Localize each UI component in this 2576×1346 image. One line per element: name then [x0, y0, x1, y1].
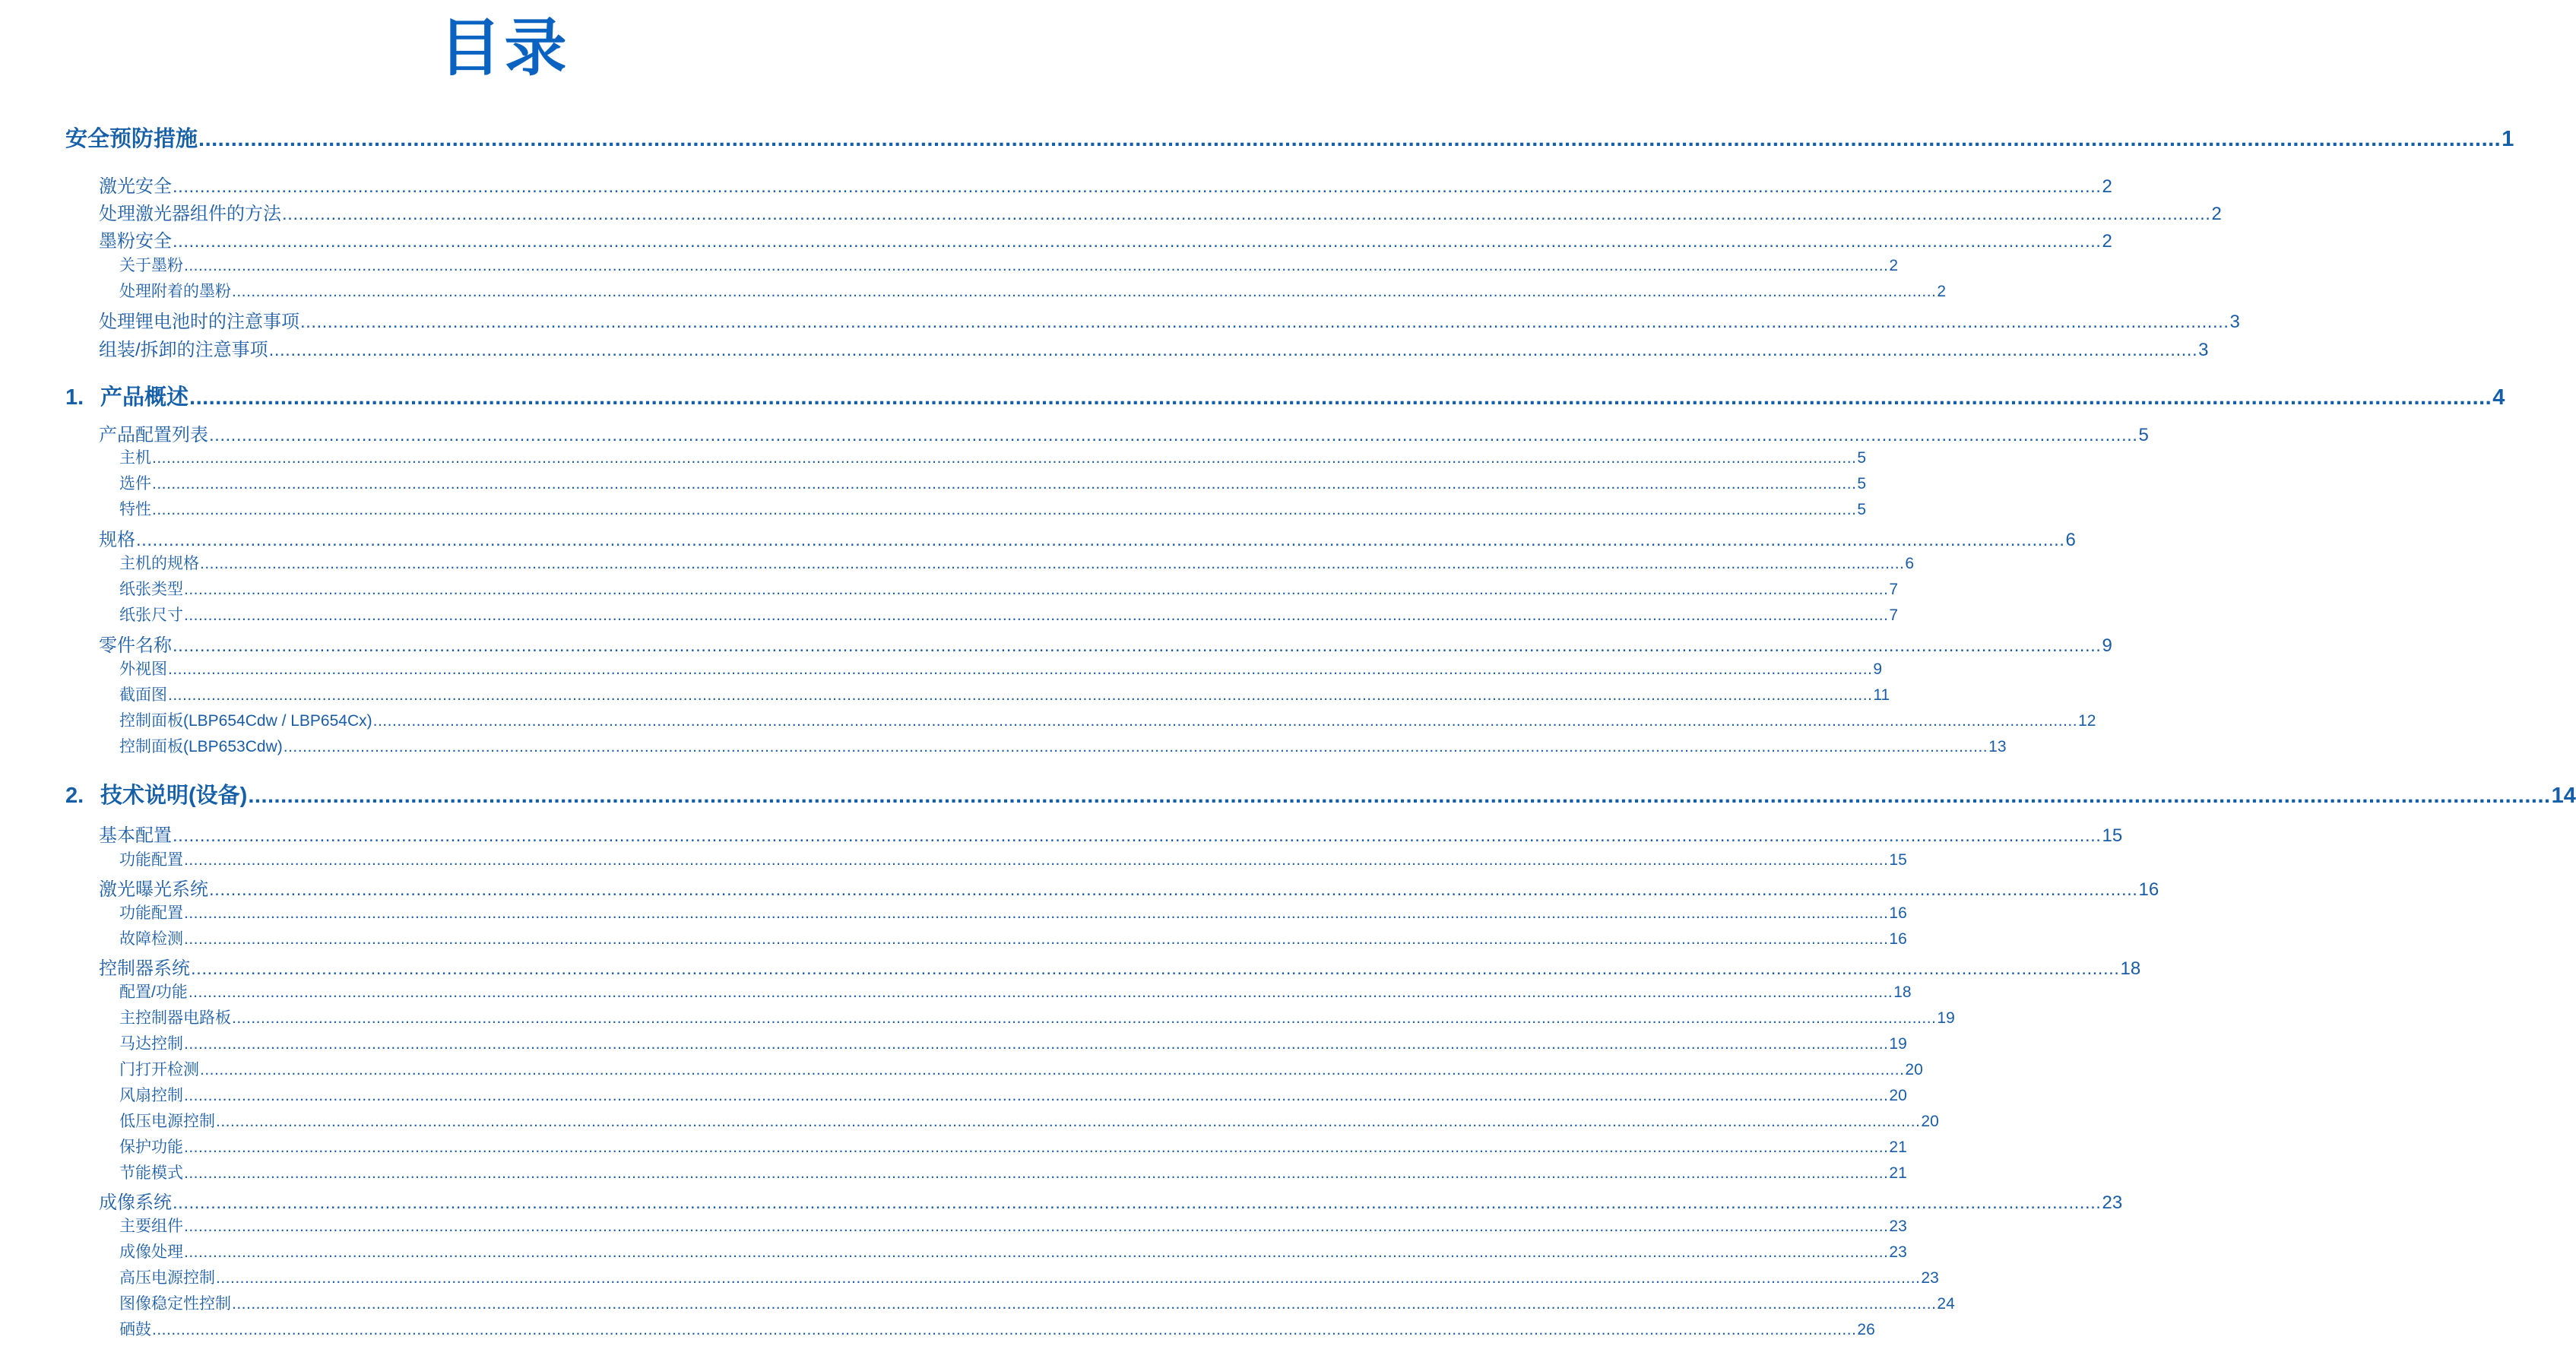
- toc-entry-title: [99, 198, 281, 225]
- toc-entry-text: 关于墨粉: [119, 257, 183, 274]
- toc-entry-title: [65, 380, 189, 411]
- page-number: 21: [1889, 1139, 1907, 1156]
- page-number: 18: [1893, 983, 1912, 1001]
- toc-entry-title: [119, 1006, 231, 1028]
- toc-entry-text: 处理附着的墨粉: [119, 283, 231, 300]
- dot-leader: ..................................................................................................................................................................................................................................................................................................................................................................: [198, 127, 2502, 151]
- toc-entry-title: [99, 524, 135, 551]
- page-number: 23: [1889, 1218, 1907, 1235]
- toc-entry-level-2[interactable]: [99, 874, 2159, 901]
- toc-entry-level-2[interactable]: [99, 171, 2112, 198]
- page-number: 18: [2120, 958, 2141, 979]
- toc-entry-text: 主控制器电路板: [119, 1009, 231, 1027]
- toc-entry-text: 产品概述: [100, 385, 189, 410]
- toc-entry-text: 节能模式: [119, 1164, 183, 1182]
- toc-entry-level-3[interactable]: [119, 603, 1899, 625]
- dot-leader: ..................................................................................................................................................................................................................................................................................................................................................................: [173, 825, 2102, 846]
- dot-leader: ..................................................................................................................................................................................................................................................................................................................................................................: [184, 1139, 1889, 1156]
- dot-leader: ..................................................................................................................................................................................................................................................................................................................................................................: [152, 475, 1857, 492]
- page-number: 6: [2065, 530, 2076, 550]
- page-number: 6: [1905, 555, 1915, 572]
- page-number: 19: [1889, 1035, 1907, 1053]
- dot-leader: ..................................................................................................................................................................................................................................................................................................................................................................: [184, 904, 1889, 922]
- page-number: 3: [2229, 312, 2240, 332]
- page-number: 4: [2492, 385, 2505, 410]
- toc-entry-title: [119, 1135, 183, 1158]
- dot-leader: ..................................................................................................................................................................................................................................................................................................................................................................: [200, 1061, 1905, 1078]
- dot-leader: ..................................................................................................................................................................................................................................................................................................................................................................: [184, 1218, 1889, 1235]
- page-number: 20: [1905, 1061, 1923, 1078]
- toc-entry-text: 处理锂电池时的注意事项: [99, 312, 299, 332]
- toc-entry-title: [119, 1109, 215, 1132]
- toc-entry-title: [119, 1291, 231, 1314]
- dot-leader: ..................................................................................................................................................................................................................................................................................................................................................................: [282, 204, 2211, 224]
- dot-leader: ..................................................................................................................................................................................................................................................................................................................................................................: [248, 784, 2551, 808]
- toc-entry-level-1[interactable]: [65, 380, 2505, 411]
- toc-entry-level-3[interactable]: [119, 901, 1907, 923]
- toc-entry-level-2[interactable]: [99, 953, 2141, 980]
- page-number: 7: [1889, 581, 1899, 598]
- toc-entry-level-2[interactable]: [99, 1187, 2123, 1214]
- toc-entry-level-3[interactable]: [119, 1109, 1939, 1132]
- toc-entry-level-3[interactable]: [119, 1161, 1907, 1183]
- page-number: 16: [2138, 879, 2159, 900]
- toc-entry-text: 选件: [119, 475, 151, 492]
- dot-leader: ..................................................................................................................................................................................................................................................................................................................................................................: [216, 1113, 1921, 1130]
- page-number: 3: [2198, 340, 2209, 360]
- dot-leader: ..................................................................................................................................................................................................................................................................................................................................................................: [216, 1269, 1921, 1287]
- toc-entry-text: 配置/功能: [119, 983, 188, 1001]
- toc-entry-title: [119, 734, 283, 757]
- toc-entry-level-3[interactable]: [119, 1317, 1875, 1340]
- toc-entry-text: 产品配置列表: [99, 425, 208, 445]
- toc-entry-text: 组装/拆卸的注意事项: [99, 340, 268, 360]
- dot-leader: ..................................................................................................................................................................................................................................................................................................................................................................: [200, 555, 1905, 572]
- dot-leader: ..................................................................................................................................................................................................................................................................................................................................................................: [283, 738, 1988, 755]
- toc-entry-level-3[interactable]: [119, 708, 2096, 731]
- toc-entry-level-2[interactable]: [99, 524, 2076, 551]
- page-number: 9: [1873, 660, 1883, 678]
- toc-entry-text: 基本配置: [99, 825, 172, 846]
- dot-leader: ..................................................................................................................................................................................................................................................................................................................................................................: [184, 851, 1889, 869]
- toc-entry-text: 门打开检测: [119, 1061, 199, 1078]
- toc-entry-title: [119, 1083, 183, 1106]
- page-number: 2: [2102, 231, 2112, 252]
- dot-leader: ..................................................................................................................................................................................................................................................................................................................................................................: [173, 176, 2102, 197]
- toc-entry-title: [99, 630, 172, 657]
- toc-entry-text: 风扇控制: [119, 1087, 183, 1104]
- toc-entry-text: 功能配置: [119, 904, 183, 922]
- dot-leader: ..................................................................................................................................................................................................................................................................................................................................................................: [232, 1295, 1937, 1313]
- toc-entry-title: [119, 1031, 183, 1054]
- page-number: 11: [1873, 686, 1890, 704]
- page-number: 15: [2102, 825, 2123, 846]
- toc-entry-title: [119, 926, 183, 949]
- dot-leader: ..................................................................................................................................................................................................................................................................................................................................................................: [173, 1192, 2102, 1213]
- toc-entry-text: 控制面板(LBP654Cdw / LBP654Cx): [119, 712, 372, 730]
- toc-entry-text: 安全预防措施: [65, 127, 198, 151]
- dot-leader: ..................................................................................................................................................................................................................................................................................................................................................................: [184, 1035, 1889, 1053]
- toc-entry-text: 功能配置: [119, 851, 183, 869]
- toc-entry-text: 控制面板(LBP653Cdw): [119, 738, 283, 755]
- page-number: 16: [1889, 930, 1907, 948]
- toc-entry-text: 硒鼓: [119, 1321, 151, 1338]
- toc-entry-title: [119, 1057, 199, 1080]
- dot-leader: ..................................................................................................................................................................................................................................................................................................................................................................: [184, 930, 1889, 948]
- toc-entry-level-2[interactable]: [99, 630, 2112, 657]
- toc-entry-text: 主机: [119, 449, 151, 467]
- dot-leader: ..................................................................................................................................................................................................................................................................................................................................................................: [184, 1243, 1889, 1261]
- toc-entry-text: 激光安全: [99, 176, 172, 197]
- page-number: 19: [1937, 1009, 1955, 1027]
- page-number: 2: [1937, 283, 1947, 300]
- dot-leader: ..................................................................................................................................................................................................................................................................................................................................................................: [188, 983, 1893, 1001]
- toc-entry-level-2[interactable]: [99, 820, 2123, 847]
- toc-entry-title: [99, 226, 172, 252]
- toc-entry-level-3[interactable]: [119, 279, 1947, 302]
- dot-leader: ..................................................................................................................................................................................................................................................................................................................................................................: [184, 581, 1889, 598]
- toc-entry-level-3[interactable]: [119, 1240, 1907, 1262]
- toc-entry-text: 主要组件: [119, 1218, 183, 1235]
- toc-entry-text: 规格: [99, 530, 135, 550]
- toc-entry-title: [99, 953, 190, 980]
- toc-entry-title: [119, 1214, 183, 1237]
- toc-entry-text: 技术说明(设备): [100, 784, 248, 808]
- toc-entry-text: 保护功能: [119, 1139, 183, 1156]
- dot-leader: ..................................................................................................................................................................................................................................................................................................................................................................: [232, 283, 1937, 300]
- chapter-number: 2.: [65, 784, 84, 808]
- toc-entry-title: [119, 657, 167, 679]
- dot-leader: ..................................................................................................................................................................................................................................................................................................................................................................: [209, 425, 2138, 445]
- dot-leader: ..................................................................................................................................................................................................................................................................................................................................................................: [191, 958, 2120, 979]
- toc-entry-level-3[interactable]: [119, 657, 1883, 679]
- toc-entry-level-1[interactable]: [65, 778, 2576, 809]
- toc-entry-level-2[interactable]: [99, 226, 2112, 252]
- toc-entry-title: [99, 1187, 172, 1214]
- toc-entry-title: [119, 1240, 183, 1262]
- page-number: 2: [2211, 204, 2222, 224]
- toc-entry-level-3[interactable]: [119, 980, 1912, 1002]
- toc-entry-title: [65, 122, 198, 153]
- page-number: 9: [2102, 635, 2112, 656]
- toc-entry-text: 墨粉安全: [99, 231, 172, 252]
- toc-entry-text: 高压电源控制: [119, 1269, 215, 1287]
- toc-entry-level-3[interactable]: [119, 1214, 1907, 1237]
- toc-entry-text: 纸张类型: [119, 581, 183, 598]
- page-number: 21: [1889, 1164, 1907, 1182]
- page-number: 5: [1857, 501, 1867, 518]
- toc-entry-level-3[interactable]: [119, 577, 1899, 600]
- dot-leader: ..................................................................................................................................................................................................................................................................................................................................................................: [184, 606, 1889, 624]
- page-number: 2: [1889, 257, 1899, 274]
- toc-entry-text: 截面图: [119, 686, 167, 704]
- dot-leader: ..................................................................................................................................................................................................................................................................................................................................................................: [136, 530, 2065, 550]
- toc-entry-level-3[interactable]: [119, 847, 1907, 870]
- toc-entry-title: [119, 551, 199, 574]
- toc-entry-level-3[interactable]: [119, 551, 1915, 574]
- toc-entry-text: 图像稳定性控制: [119, 1295, 231, 1313]
- toc-entry-level-3[interactable]: [119, 926, 1907, 949]
- page-number: 2: [2102, 176, 2112, 197]
- dot-leader: ..................................................................................................................................................................................................................................................................................................................................................................: [268, 340, 2198, 360]
- page-number: 5: [2138, 425, 2149, 445]
- toc-entry-text: 外视图: [119, 660, 167, 678]
- toc-entry-title: [119, 253, 183, 276]
- toc-entry-title: [119, 279, 231, 302]
- toc-entry-text: 特性: [119, 501, 151, 518]
- dot-leader: ..................................................................................................................................................................................................................................................................................................................................................................: [173, 635, 2102, 656]
- dot-leader: ..................................................................................................................................................................................................................................................................................................................................................................: [168, 686, 1873, 704]
- page-number: 20: [1889, 1087, 1907, 1104]
- toc-entry-title: [119, 445, 151, 468]
- page-number: 16: [1889, 904, 1907, 922]
- dot-leader: ..................................................................................................................................................................................................................................................................................................................................................................: [209, 879, 2138, 900]
- page-number: 20: [1921, 1113, 1939, 1130]
- page-number: 26: [1857, 1321, 1875, 1338]
- toc-entry-level-1[interactable]: [65, 122, 2514, 153]
- page-number: 23: [1921, 1269, 1939, 1287]
- toc-entry-title: [119, 901, 183, 923]
- page-number: 14: [2551, 784, 2576, 808]
- toc-entry-level-3[interactable]: [119, 1057, 1923, 1080]
- toc-entry-level-2[interactable]: [99, 306, 2240, 333]
- toc-entry-title: [119, 577, 183, 600]
- dot-leader: ..................................................................................................................................................................................................................................................................................................................................................................: [152, 449, 1857, 467]
- toc-entry-text: 成像处理: [119, 1243, 183, 1261]
- chapter-number: 1.: [65, 385, 84, 410]
- toc-entry-title: [99, 820, 172, 847]
- toc-entry-text: 故障检测: [119, 930, 183, 948]
- toc-entry-text: 激光曝光系统: [99, 879, 208, 900]
- toc-entry-level-3[interactable]: [119, 1135, 1907, 1158]
- page-number: 23: [1889, 1243, 1907, 1261]
- toc-entry-title: [119, 708, 372, 731]
- toc-entry-text: 低压电源控制: [119, 1113, 215, 1130]
- dot-leader: ..................................................................................................................................................................................................................................................................................................................................................................: [152, 501, 1857, 518]
- toc-entry-title: [65, 778, 247, 809]
- toc-entry-title: [119, 1161, 183, 1183]
- toc-entry-level-3[interactable]: [119, 445, 1867, 468]
- toc-entry-level-3[interactable]: [119, 253, 1899, 276]
- dot-leader: ..................................................................................................................................................................................................................................................................................................................................................................: [173, 231, 2102, 252]
- toc-entry-title: [99, 306, 299, 333]
- toc-entry-title: [99, 874, 208, 901]
- toc-entry-text: 控制器系统: [99, 958, 190, 979]
- toc-entry-level-3[interactable]: [119, 471, 1867, 494]
- dot-leader: ..................................................................................................................................................................................................................................................................................................................................................................: [152, 1321, 1857, 1338]
- toc-entry-text: 零件名称: [99, 635, 172, 656]
- dot-leader: ..................................................................................................................................................................................................................................................................................................................................................................: [184, 1087, 1889, 1104]
- toc-entry-title: [119, 497, 151, 520]
- toc-entry-level-3[interactable]: [119, 1291, 1955, 1314]
- dot-leader: ..................................................................................................................................................................................................................................................................................................................................................................: [184, 257, 1889, 274]
- toc-entry-text: 主机的规格: [119, 555, 199, 572]
- toc-entry-level-3[interactable]: [119, 683, 1890, 705]
- toc-entry-title: [99, 334, 268, 361]
- toc-entry-level-2[interactable]: [99, 420, 2149, 446]
- toc-entry-text: 纸张尺寸: [119, 606, 183, 624]
- toc-entry-title: [119, 1265, 215, 1288]
- page-number: 1: [2502, 127, 2514, 151]
- toc-entry-title: [119, 980, 188, 1002]
- toc-entry-title: [119, 683, 167, 705]
- page-title: 目录: [439, 14, 570, 83]
- toc-entry-text: 成像系统: [99, 1192, 172, 1213]
- toc-entry-level-3[interactable]: [119, 1031, 1907, 1054]
- page-number: 5: [1857, 475, 1867, 492]
- page-number: 13: [1988, 738, 2007, 755]
- toc-entry-title: [119, 471, 151, 494]
- toc-entry-title: [99, 420, 208, 446]
- toc-entry-text: 马达控制: [119, 1035, 183, 1053]
- toc-entry-title: [119, 847, 183, 870]
- toc-entry-title: [99, 171, 172, 198]
- toc-entry-level-3[interactable]: [119, 1083, 1907, 1106]
- page-number: 12: [2078, 712, 2096, 730]
- page-number: 7: [1889, 606, 1899, 624]
- page-number: 15: [1889, 851, 1907, 869]
- toc-entry-title: [119, 603, 183, 625]
- page-number: 5: [1857, 449, 1867, 467]
- toc-entry-level-3[interactable]: [119, 497, 1867, 520]
- page-number: 23: [2102, 1192, 2123, 1213]
- toc-entry-level-3[interactable]: [119, 734, 2007, 757]
- dot-leader: ..................................................................................................................................................................................................................................................................................................................................................................: [184, 1164, 1889, 1182]
- toc-entry-level-3[interactable]: [119, 1006, 1955, 1028]
- dot-leader: ..................................................................................................................................................................................................................................................................................................................................................................: [372, 712, 2078, 730]
- dot-leader: ..................................................................................................................................................................................................................................................................................................................................................................: [232, 1009, 1937, 1027]
- toc-entry-text: 处理激光器组件的方法: [99, 204, 281, 224]
- dot-leader: ..................................................................................................................................................................................................................................................................................................................................................................: [300, 312, 2229, 332]
- dot-leader: ..................................................................................................................................................................................................................................................................................................................................................................: [189, 385, 2492, 410]
- page-number: 24: [1937, 1295, 1955, 1313]
- dot-leader: ..................................................................................................................................................................................................................................................................................................................................................................: [168, 660, 1873, 678]
- toc-entry-level-2[interactable]: [99, 334, 2209, 361]
- toc-entry-title: [119, 1317, 151, 1340]
- toc-entry-level-3[interactable]: [119, 1265, 1939, 1288]
- toc-entry-level-2[interactable]: [99, 198, 2222, 225]
